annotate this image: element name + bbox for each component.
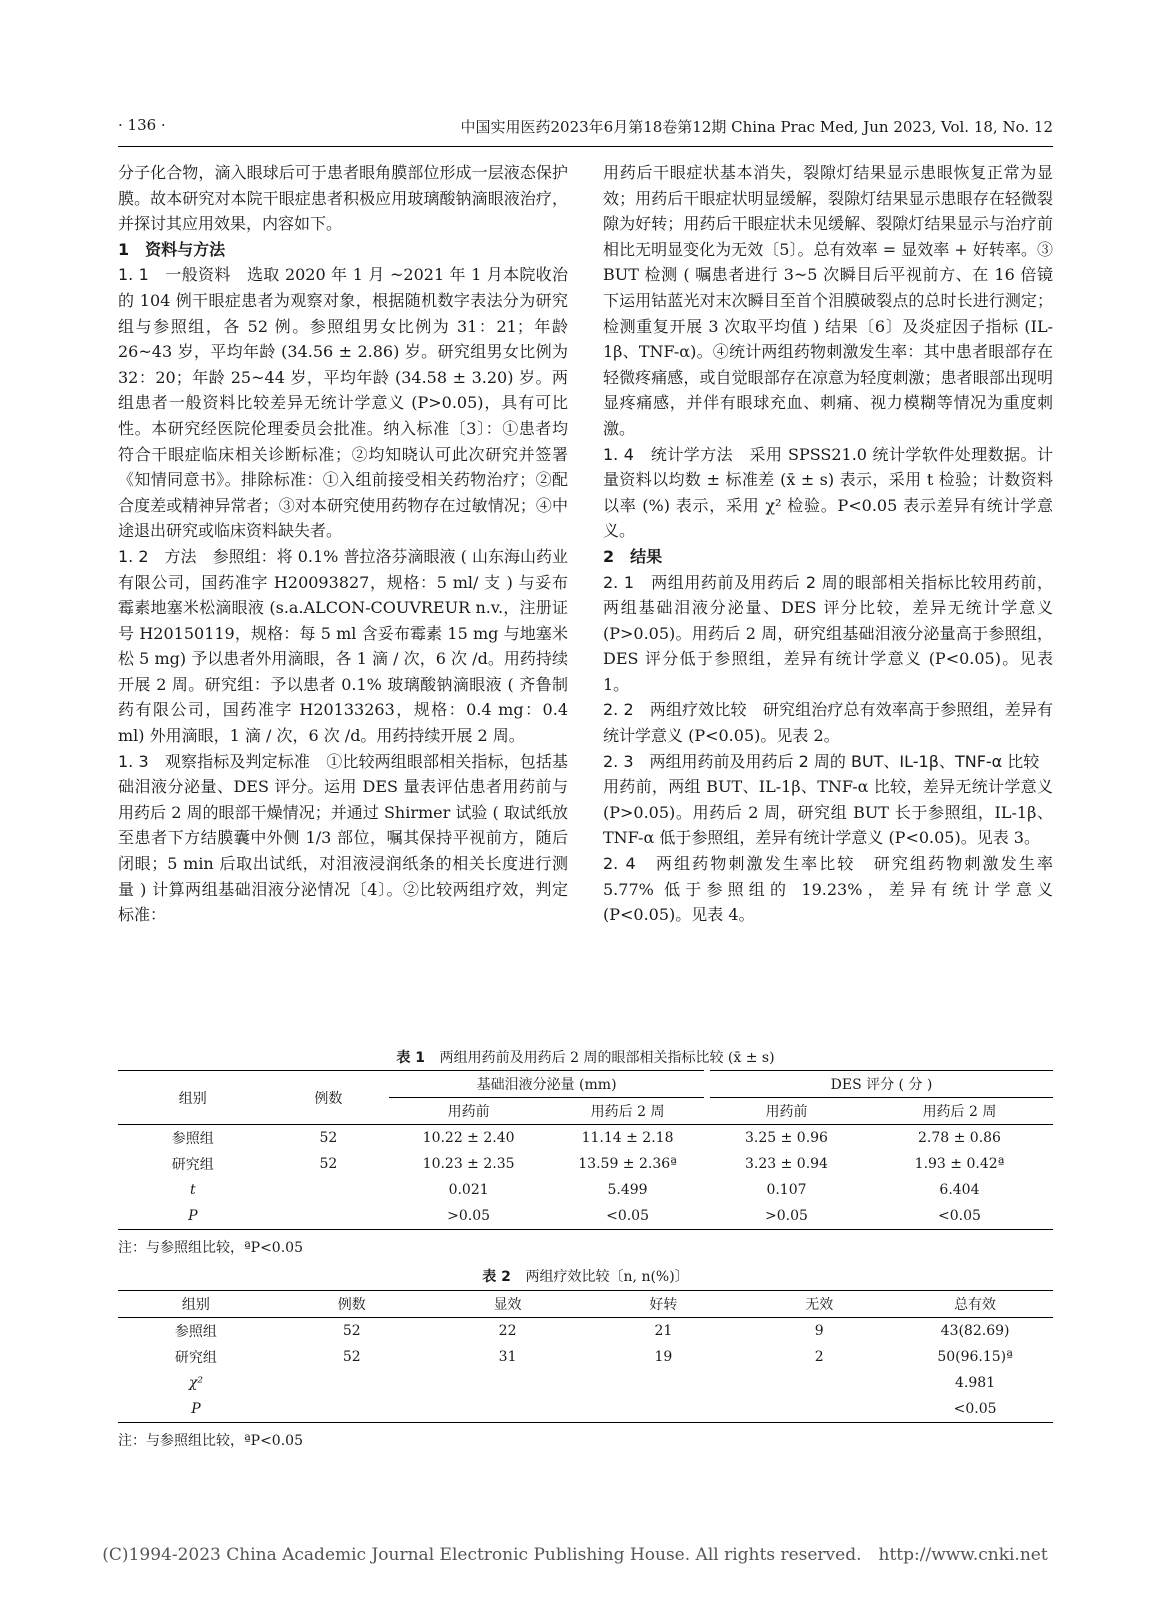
paragraph	[603, 160, 1053, 442]
table-cell: 1.93 ± 0.42ª	[914, 1156, 1005, 1172]
table-cell: 52	[342, 1349, 361, 1365]
paragraph	[603, 442, 1053, 544]
table2	[118, 1290, 1053, 1423]
section-heading: 2 结果	[603, 546, 663, 566]
t1-head-group: 组别	[118, 1071, 268, 1125]
table-cell: t	[189, 1182, 196, 1198]
table-row	[118, 1203, 1053, 1230]
t1-sub-header: 用药前	[447, 1104, 490, 1120]
table-cell	[430, 1370, 586, 1396]
table-cell: 50(96.15)ª	[937, 1349, 1013, 1365]
table-cell: 0.021	[448, 1182, 489, 1198]
table-cell: 5.499	[607, 1182, 648, 1198]
copyright-footer: (C)1994-2023 China Academic Journal Electronic Publishing House. All rights reserved. http://www.cnki.net	[102, 1545, 1048, 1565]
table-cell: 52	[319, 1156, 338, 1172]
table-cell	[430, 1396, 586, 1423]
table-cell: 10.23 ± 2.35	[422, 1156, 515, 1172]
table2-caption	[118, 1266, 1053, 1286]
journal-citation: 中国实用医药2023年6月第18卷第12期 China Prac Med, Jun 2023, Vol. 18, No. 12	[460, 118, 1053, 136]
table-header-cell: 组别	[181, 1297, 210, 1313]
right-column	[603, 160, 1056, 928]
table-cell: <0.05	[606, 1208, 649, 1224]
paragraph	[603, 851, 1053, 928]
table1-title: 两组用药前及用药后 2 周的眼部相关指标比较 (x̄ ± s)	[439, 1050, 775, 1066]
t1-head-tear: 基础泪液分泌量 (mm)	[389, 1071, 707, 1098]
table-header-cell: 总有效	[954, 1297, 997, 1313]
table2-label: 表 2	[482, 1269, 511, 1285]
t1-head-n: 例数	[268, 1071, 390, 1125]
table-cell: <0.05	[938, 1208, 981, 1224]
table-cell: 11.14 ± 2.18	[581, 1130, 674, 1146]
table1-caption	[118, 1047, 1053, 1067]
table-cell: 31	[498, 1349, 517, 1365]
subsection-heading: 2. 4 两组药物刺激发生率比较	[603, 854, 856, 874]
table-cell: >0.05	[447, 1208, 491, 1224]
table-cell	[741, 1396, 897, 1423]
table-cell: 19	[654, 1349, 673, 1365]
table-row	[118, 1125, 1053, 1152]
header-rule	[118, 146, 1053, 147]
paragraph-text: 用药前，两组 BUT、IL-1β、TNF-α 比较，差异无统计学意义 (P>0.05)。用药后 2 周，研究组 BUT 长于参照组，IL-1β、TNF-α 低于参照组，差异有统计学意义 (P<0.05)。见表 3。	[603, 751, 1056, 848]
table-cell: 2.78 ± 0.86	[917, 1130, 1001, 1146]
paragraph	[603, 570, 1053, 698]
table-cell: 21	[654, 1323, 673, 1339]
table-cell: 52	[319, 1130, 338, 1146]
paragraph	[118, 544, 568, 749]
table-cell: 3.25 ± 0.96	[744, 1130, 828, 1146]
table-cell: 参照组	[174, 1324, 217, 1340]
running-header	[118, 116, 1053, 142]
paragraph	[603, 697, 1053, 748]
table-header-cell: 例数	[337, 1297, 366, 1313]
table1-note: 注：与参照组比较，ªP<0.05	[118, 1240, 303, 1256]
t1-sub-header: 用药前	[765, 1104, 808, 1120]
paragraph-text: 选取 2020 年 1 月 ~2021 年 1 月本院收治的 104 例干眼症患者为观察对象，根据随机数字表法分为研究组与参照组，各 52 例。参照组男女比例为 31：21；年龄 26~43 岁，平均年龄 (34.56 ± 2.86) 岁。研究组男女比例为 32：20；年龄 25~44 岁，平均年龄 (34.58 ± 3.20) 岁。两组患者一般资料比较差异无统计学意义 (P>0.05)，具有可比性。本研究经医院伦理委员会批准。纳入标准〔3〕：①患者均符合干眼症临床相关诊断标准；②均知晓认可此次研究并签署《知情同意书》。排除标准：①入组前接受相关药物治疗；②配合度差或精神异常者；③对本研究使用药物存在过敏情况；④中途退出研究或临床资料缺失者。	[118, 265, 568, 541]
subsection-heading: 1. 1 一般资料	[118, 265, 231, 285]
table-row	[118, 1151, 1053, 1177]
paragraph-text: 用药前，两组基础泪液分泌量、DES 评分比较，差异无统计学意义 (P>0.05)。用药后 2 周，研究组基础泪液分泌量高于参照组，DES 评分低于参照组，差异有统计学意义 (P<0.05)。见表 1。	[603, 572, 1053, 694]
t1-head-des: DES 评分 ( 分 )	[707, 1071, 1053, 1098]
paragraph	[118, 160, 568, 237]
table-row	[118, 1177, 1053, 1203]
paragraph-text: 参照组：将 0.1% 普拉洛芬滴眼液 ( 山东海山药业有限公司，国药准字 H20093827，规格：5 ml/ 支 ) 与妥布霉素地塞米松滴眼液 (s.a.ALCON-COUVREUR n.v.，注册证号 H20150119，规格：每 5 ml 含妥布霉素 15 mg 与地塞米松 5 mg) 予以患者外用滴眼，各 1 滴 / 次，6 次 /d。用药持续开展 2 周。研究组：予以患者 0.1% 玻璃酸钠滴眼液 ( 齐鲁制药有限公司，国药准字 H20133263，规格：0.4 mg：0.4 ml) 外用滴眼，1 滴 / 次，6 次 /d。用药持续开展 2 周。	[118, 546, 568, 746]
table-header-cell: 好转	[649, 1297, 678, 1313]
table-cell: 研究组	[174, 1350, 217, 1366]
paragraph-text: 用药后干眼症状基本消失，裂隙灯结果显示患眼恢复正常为显效；用药后干眼症状明显缓解，裂隙灯结果显示患眼存在轻微裂隙为好转；用药后干眼症状未见缓解、裂隙灯结果显示与治疗前相比无明显变化为无效〔5〕。总有效率 = 显效率 + 好转率。③ BUT 检测 ( 嘱患者进行 3~5 次瞬目后平视前方、在 16 倍镜下运用钴蓝光对末次瞬目至首个泪膜破裂点的总时长进行测定；检测重复开展 3 次取平均值 ) 结果〔6〕及炎症因子指标 (IL-1β、TNF-α)。④统计两组药物刺激发生率：其中患者眼部存在轻微疼痛感，或自觉眼部存在凉意为轻度刺激；患者眼部出现明显疼痛感，并伴有眼球充血、刺痛、视力模糊等情况为重度刺激。	[603, 163, 1053, 438]
table-cell: 参照组	[171, 1131, 214, 1147]
subsection-heading: 1. 2 方法	[118, 546, 197, 566]
table-header-cell: 无效	[805, 1297, 834, 1313]
table-header-cell: 显效	[493, 1297, 522, 1313]
t1-sub-header: 用药后 2 周	[922, 1104, 997, 1120]
table-cell: 6.404	[939, 1182, 980, 1198]
table-cell: 2	[814, 1349, 824, 1365]
table-cell	[274, 1370, 430, 1396]
table-cell: 10.22 ± 2.40	[422, 1130, 515, 1146]
subsection-heading: 2. 3 两组用药前及用药后 2 周的 BUT、IL-1β、TNF-α 比较	[603, 751, 1040, 771]
page-number: · 136 ·	[118, 116, 166, 134]
table-cell: >0.05	[765, 1208, 808, 1224]
paragraph-text: 研究组药物刺激发生率 5.77% 低于参照组的 19.23%，差异有统计学意义 (P<0.05)。见表 4。	[603, 854, 1053, 925]
table-cell: 13.59 ± 2.36ª	[578, 1156, 677, 1172]
table-cell	[268, 1203, 390, 1230]
paragraph-text: 采用 SPSS21.0 统计学软件处理数据。计量资料以均数 ± 标准差 (x̄ ± s) 表示，采用 t 检验；计数资料以率 (%) 表示，采用 χ² 检验。P<0.05 表示差异有统计学意义。	[603, 444, 1053, 541]
table-cell: 0.107	[766, 1182, 807, 1198]
subsection-heading: 1. 4 统计学方法	[603, 444, 734, 464]
paragraph	[118, 262, 568, 544]
table-row	[118, 1396, 1053, 1423]
table-cell: 3.23 ± 0.94	[744, 1156, 828, 1172]
table-cell	[585, 1396, 741, 1423]
paragraph	[603, 749, 1056, 851]
table-cell	[741, 1370, 897, 1396]
section-heading: 1 资料与方法	[118, 239, 226, 259]
table-cell: P	[191, 1401, 201, 1417]
subsection-heading: 2. 2 两组疗效比较	[603, 700, 747, 720]
table-row	[118, 1318, 1053, 1345]
subsection-heading: 2. 1 两组用药前及用药后 2 周的眼部相关指标比较	[603, 572, 988, 592]
table-cell: 4.981	[955, 1375, 996, 1391]
paragraph-text: 研究组治疗总有效率高于参照组，差异有统计学意义 (P<0.05)。见表 2。	[603, 700, 1053, 746]
table-cell	[268, 1177, 390, 1203]
table2-title: 两组疗效比较〔n, n(%)〕	[525, 1269, 689, 1285]
paragraph-text: ①比较两组眼部相关指标，包括基础泪液分泌量、DES 评分。运用 DES 量表评估患者用药前与用药后 2 周的眼部干燥情况；并通过 Shirmer 试验 ( 取试纸放至患者下方结膜囊中外侧 1/3 部位，嘱其保持平视前方，随后闭眼；5 min 后取出试纸，对泪液浸润纸条的相关长度进行测量 ) 计算两组基础泪液分泌情况〔4〕。②比较两组疗效，判定标准：	[118, 751, 568, 925]
table-cell: 43(82.69)	[940, 1323, 1010, 1339]
table1	[118, 1070, 1053, 1230]
table-cell: P	[188, 1208, 198, 1224]
table-cell: 研究组	[171, 1157, 214, 1173]
table-row	[118, 1344, 1053, 1370]
t1-sub-header: 用药后 2 周	[590, 1104, 665, 1120]
table-cell	[274, 1396, 430, 1423]
paragraph-text: 分子化合物，滴入眼球后可于患者眼角膜部位形成一层液态保护膜。故本研究对本院干眼症患者积极应用玻璃酸钠滴眼液治疗，并探讨其应用效果，内容如下。	[118, 163, 568, 234]
table1-label: 表 1	[396, 1050, 426, 1066]
table2-note: 注：与参照组比较，ªP<0.05	[118, 1433, 303, 1449]
table-row	[118, 1370, 1053, 1396]
table-cell: 52	[342, 1323, 361, 1339]
subsection-heading: 1. 3 观察指标及判定标准	[118, 751, 311, 771]
table-cell: 22	[498, 1323, 517, 1339]
table-cell: χ²	[188, 1375, 203, 1391]
paragraph	[118, 749, 568, 928]
left-column	[118, 160, 568, 928]
table-cell: 9	[814, 1323, 824, 1339]
table-cell	[585, 1370, 741, 1396]
table-cell: <0.05	[953, 1401, 997, 1417]
